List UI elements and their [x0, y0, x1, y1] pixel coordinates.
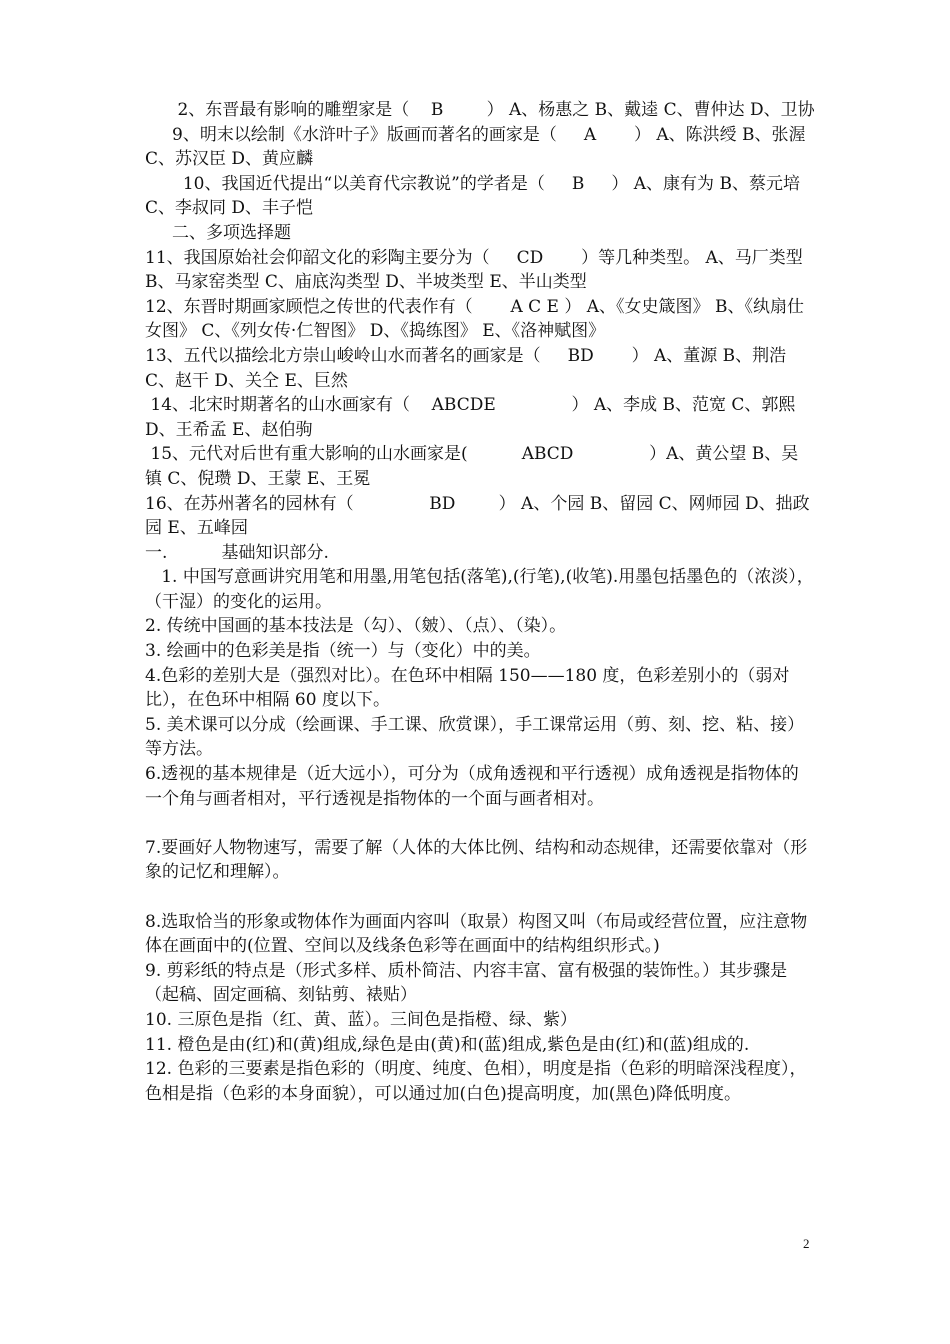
- paragraph: 8.选取恰当的形象或物体作为画面内容叫（取景）构图又叫（布局或经营位置，应注意物体在画面中的(位置、空间以及线条色彩等在画面中的结构组织形式。): [145, 911, 808, 957]
- paragraph: 7.要画好人物物速写，需要了解（人体的大体比例、结构和动态规律，还需要依靠对（形象的记忆和理解）。: [145, 837, 808, 883]
- paragraph: 12、东晋时期画家顾恺之传世的代表作有（ A C E ） A、《女史箴图》 B、《纨扇仕女图》 C、《列女传·仁智图》 D、《捣练图》 E、《洛神赋图》: [145, 296, 804, 342]
- paragraph: 4.色彩的差别大是（强烈对比）。在色环中相隔 150——180 度，色彩差别小的（弱对比），在色环中相隔 60 度以下。: [145, 665, 790, 711]
- paragraph: 二、多项选择题: [145, 222, 292, 243]
- document-body: [145, 98, 815, 1106]
- paragraph: 11、我国原始社会仰韶文化的彩陶主要分为（ CD ）等几种类型。 A、马厂类型 B、马家窑类型 C、庙底沟类型 D、半坡类型 E、半山类型: [145, 247, 809, 293]
- paragraph: 11. 橙色是由(红)和(黄)组成,绿色是由(黄)和(蓝)组成,紫色是由(红)和(蓝)组成的.: [145, 1034, 750, 1055]
- blank-line: [145, 885, 815, 910]
- paragraph: 一. 基础知识部分.: [145, 542, 329, 563]
- paragraph: 1. 中国写意画讲究用笔和用墨,用笔包括(落笔),(行笔),(收笔).用墨包括墨色的（浓淡），（干湿）的变化的运用。: [145, 567, 814, 612]
- paragraph: 10. 三原色是指（红、黄、蓝）。三间色是指橙、绿、紫）: [145, 1009, 577, 1030]
- paragraph: 2. 传统中国画的基本技法是（勾）、（皴）、（点）、（染）。: [145, 616, 567, 637]
- paragraph: 9、明末以绘制《水浒叶子》版画而著名的画家是（ A ） A、陈洪绶 B、张渥 C、苏汉臣 D、黄应麟: [145, 124, 811, 170]
- paragraph: 2、东晋最有影响的雕塑家是（ B ） A、杨惠之 B、戴逵 C、曹仲达 D、卫协: [145, 100, 815, 120]
- paragraph: 3. 绘画中的色彩美是指（统一）与（变化）中的美。: [145, 641, 541, 662]
- paragraph: 13、五代以描绘北方崇山峻岭山水而著名的画家是（ BD ） A、董源 B、荆浩 C、赵干 D、关仝 E、巨然: [145, 345, 792, 391]
- page-number: 2: [803, 1236, 810, 1251]
- paragraph: 15、元代对后世有重大影响的山水画家是( ABCD ）A、黄公望 B、吴镇 C、倪瓒 D、王蒙 E、王冕: [145, 444, 799, 489]
- blank-line: [145, 811, 815, 836]
- paragraph: 9. 剪彩纸的特点是（形式多样、质朴简洁、内容丰富、富有极强的装饰性。）其步骤是（起稿、固定画稿、刻钻剪、裱贴）: [145, 960, 788, 1006]
- paragraph: 5. 美术课可以分成（绘画课、手工课、欣赏课），手工课常运用（剪、刻、挖、粘、接）等方法。: [145, 714, 805, 760]
- paragraph: 10、我国近代提出“以美育代宗教说”的学者是（ B ） A、康有为 B、蔡元培 C、李叔同 D、丰子恺: [145, 173, 806, 219]
- paragraph: 6.透视的基本规律是（近大远小），可分为（成角透视和平行透视）成角透视是指物体的一个角与画者相对，平行透视是指物体的一个面与画者相对。: [145, 764, 799, 809]
- paragraph: 12. 色彩的三要素是指色彩的（明度、纯度、色相），明度是指（色彩的明暗深浅程度），色相是指（色彩的本身面貌），可以通过加(白色)提高明度，加(黑色)降低明度。: [145, 1059, 807, 1104]
- paragraph: 16、在苏州著名的园林有（ BD ） A、个园 B、留园 C、网师园 D、拙政园 E、五峰园: [145, 493, 810, 539]
- paragraph: 14、北宋时期著名的山水画家有（ ABCDE ） A、李成 B、范宽 C、郭熙 D、王希孟 E、赵伯驹: [145, 395, 801, 440]
